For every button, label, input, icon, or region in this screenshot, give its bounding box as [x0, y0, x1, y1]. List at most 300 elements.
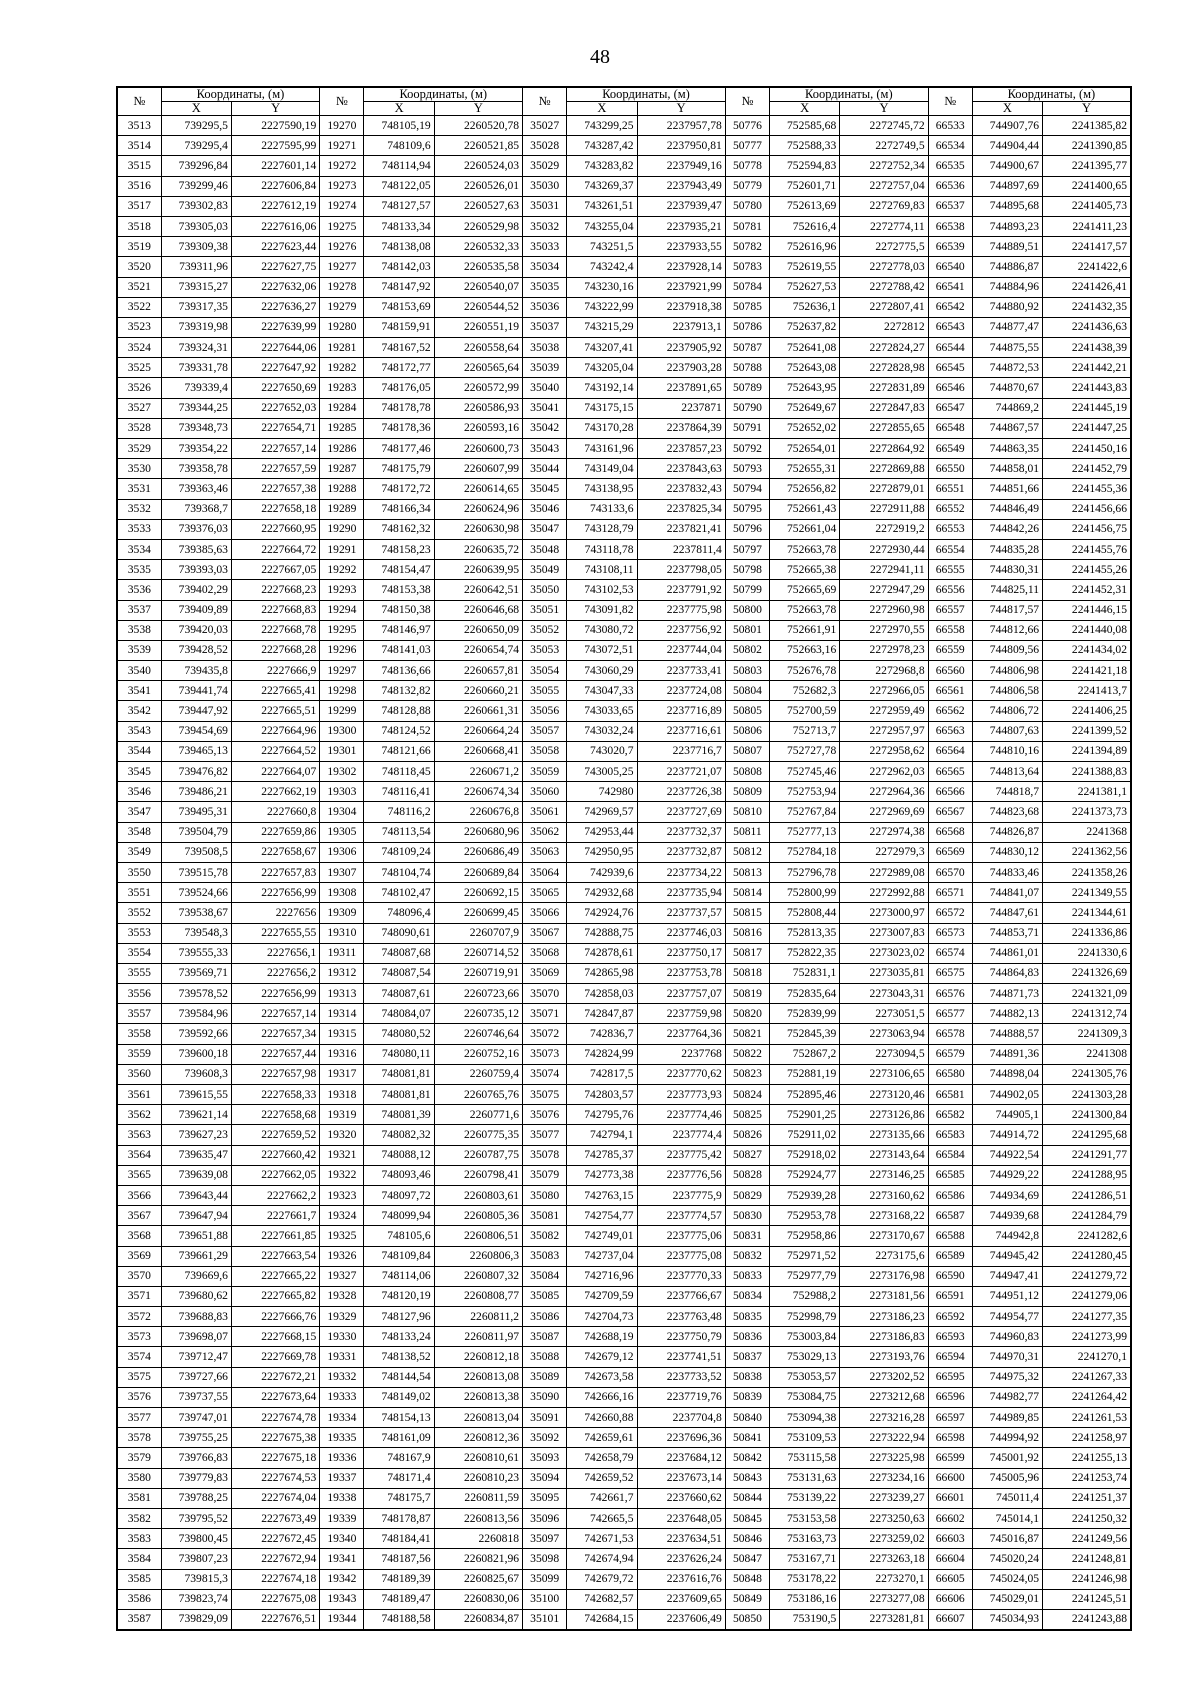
y-coordinate: 2237950,81	[637, 136, 725, 156]
y-coordinate: 2237891,65	[637, 378, 725, 398]
y-coordinate: 2272947,29	[840, 580, 928, 600]
x-coordinate: 748104,74	[364, 862, 434, 882]
y-coordinate: 2272974,38	[840, 822, 928, 842]
table-row	[117, 459, 1131, 479]
y-coordinate: 2237935,21	[637, 216, 725, 236]
y-coordinate: 2241455,36	[1043, 479, 1131, 499]
table-row	[117, 237, 1131, 257]
y-coordinate: 2241349,55	[1043, 883, 1131, 903]
point-number: 3548	[117, 822, 161, 842]
table-row	[117, 782, 1131, 802]
x-coordinate: 745029,01	[972, 1589, 1042, 1609]
table-row	[117, 1226, 1131, 1246]
y-coordinate: 2260524,03	[434, 156, 522, 176]
x-coordinate: 743222,99	[567, 297, 637, 317]
point-number: 3577	[117, 1408, 161, 1428]
x-coordinate: 744817,57	[972, 600, 1042, 620]
point-number: 50841	[725, 1428, 769, 1448]
point-number: 35049	[523, 560, 567, 580]
x-coordinate: 742709,59	[567, 1286, 637, 1306]
point-number: 3561	[117, 1085, 161, 1105]
point-number: 50835	[725, 1307, 769, 1327]
point-number: 35069	[523, 963, 567, 983]
x-coordinate: 739651,88	[161, 1226, 231, 1246]
y-coordinate: 2260680,96	[434, 822, 522, 842]
y-coordinate: 2237768	[637, 1044, 725, 1064]
table-row	[117, 741, 1131, 761]
y-coordinate: 2260527,63	[434, 196, 522, 216]
y-coordinate: 2273135,66	[840, 1125, 928, 1145]
table-row	[117, 196, 1131, 216]
x-coordinate: 748102,47	[364, 883, 434, 903]
x-coordinate: 743161,96	[567, 439, 637, 459]
point-number: 66533	[928, 116, 972, 136]
x-coordinate: 739815,3	[161, 1569, 231, 1589]
point-number: 50827	[725, 1145, 769, 1165]
x-coordinate: 739348,73	[161, 418, 231, 438]
x-coordinate: 744869,2	[972, 398, 1042, 418]
header-x: X	[161, 102, 231, 116]
table-row	[117, 1408, 1131, 1428]
x-coordinate: 742666,16	[567, 1387, 637, 1407]
y-coordinate: 2241246,98	[1043, 1569, 1131, 1589]
point-number: 50847	[725, 1549, 769, 1569]
x-coordinate: 744886,87	[972, 257, 1042, 277]
y-coordinate: 2227612,19	[231, 196, 319, 216]
point-number: 35059	[523, 762, 567, 782]
y-coordinate: 2227676,51	[231, 1609, 319, 1630]
x-coordinate: 739358,78	[161, 459, 231, 479]
y-coordinate: 2227662,2	[231, 1185, 319, 1205]
header-x: X	[364, 102, 434, 116]
x-coordinate: 752895,46	[770, 1085, 840, 1105]
y-coordinate: 2237648,05	[637, 1508, 725, 1528]
table-row	[117, 661, 1131, 681]
x-coordinate: 744825,11	[972, 580, 1042, 600]
x-coordinate: 739788,25	[161, 1488, 231, 1508]
y-coordinate: 2237905,92	[637, 338, 725, 358]
point-number: 50823	[725, 1064, 769, 1084]
point-number: 3573	[117, 1327, 161, 1347]
point-number: 3555	[117, 963, 161, 983]
x-coordinate: 743108,11	[567, 560, 637, 580]
x-coordinate: 739755,25	[161, 1428, 231, 1448]
x-coordinate: 742660,88	[567, 1408, 637, 1428]
y-coordinate: 2227661,85	[231, 1226, 319, 1246]
x-coordinate: 744880,92	[972, 297, 1042, 317]
y-coordinate: 2260821,96	[434, 1549, 522, 1569]
x-coordinate: 752601,71	[770, 176, 840, 196]
x-coordinate: 739354,22	[161, 439, 231, 459]
y-coordinate: 2241390,85	[1043, 136, 1131, 156]
point-number: 35030	[523, 176, 567, 196]
y-coordinate: 2260813,56	[434, 1508, 522, 1528]
y-coordinate: 2272941,11	[840, 560, 928, 580]
x-coordinate: 748099,94	[364, 1206, 434, 1226]
x-coordinate: 744863,35	[972, 439, 1042, 459]
table-row	[117, 620, 1131, 640]
point-number: 19333	[320, 1387, 364, 1407]
point-number: 19331	[320, 1347, 364, 1367]
y-coordinate: 2227639,99	[231, 317, 319, 337]
y-coordinate: 2227668,15	[231, 1327, 319, 1347]
x-coordinate: 753178,22	[770, 1569, 840, 1589]
y-coordinate: 2260600,73	[434, 439, 522, 459]
y-coordinate: 2241447,25	[1043, 418, 1131, 438]
header-number: №	[117, 87, 161, 116]
x-coordinate: 742674,94	[567, 1549, 637, 1569]
y-coordinate: 2260664,24	[434, 721, 522, 741]
y-coordinate: 2237746,03	[637, 923, 725, 943]
x-coordinate: 744835,28	[972, 539, 1042, 559]
y-coordinate: 2273234,16	[840, 1468, 928, 1488]
x-coordinate: 748087,61	[364, 984, 434, 1004]
table-row	[117, 1044, 1131, 1064]
point-number: 3584	[117, 1549, 161, 1569]
x-coordinate: 742924,76	[567, 903, 637, 923]
table-row	[117, 923, 1131, 943]
table-row	[117, 1064, 1131, 1084]
y-coordinate: 2237733,41	[637, 661, 725, 681]
x-coordinate: 748122,05	[364, 176, 434, 196]
point-number: 35087	[523, 1327, 567, 1347]
point-number: 19273	[320, 176, 364, 196]
x-coordinate: 752835,64	[770, 984, 840, 1004]
point-number: 3568	[117, 1226, 161, 1246]
y-coordinate: 2273170,67	[840, 1226, 928, 1246]
y-coordinate: 2227658,33	[231, 1085, 319, 1105]
x-coordinate: 742679,12	[567, 1347, 637, 1367]
y-coordinate: 2273216,28	[840, 1408, 928, 1428]
point-number: 35033	[523, 237, 567, 257]
y-coordinate: 2227675,08	[231, 1589, 319, 1609]
x-coordinate: 742803,57	[567, 1085, 637, 1105]
table-row	[117, 862, 1131, 882]
y-coordinate: 2272879,01	[840, 479, 928, 499]
x-coordinate: 752616,96	[770, 237, 840, 257]
table-row	[117, 600, 1131, 620]
y-coordinate: 2241321,09	[1043, 984, 1131, 1004]
x-coordinate: 748161,09	[364, 1428, 434, 1448]
point-number: 50794	[725, 479, 769, 499]
x-coordinate: 743060,29	[567, 661, 637, 681]
x-coordinate: 748081,81	[364, 1085, 434, 1105]
y-coordinate: 2241455,76	[1043, 539, 1131, 559]
x-coordinate: 744864,83	[972, 963, 1042, 983]
y-coordinate: 2260719,91	[434, 963, 522, 983]
x-coordinate: 743005,25	[567, 762, 637, 782]
x-coordinate: 739465,13	[161, 741, 231, 761]
x-coordinate: 744830,31	[972, 560, 1042, 580]
y-coordinate: 2273094,5	[840, 1044, 928, 1064]
x-coordinate: 752654,01	[770, 439, 840, 459]
y-coordinate: 2273176,98	[840, 1266, 928, 1286]
y-coordinate: 2241326,69	[1043, 963, 1131, 983]
x-coordinate: 744934,69	[972, 1185, 1042, 1205]
y-coordinate: 2260650,09	[434, 620, 522, 640]
y-coordinate: 2241250,32	[1043, 1508, 1131, 1528]
y-coordinate: 2272919,2	[840, 519, 928, 539]
x-coordinate: 739393,03	[161, 560, 231, 580]
x-coordinate: 752665,69	[770, 580, 840, 600]
x-coordinate: 739295,5	[161, 116, 231, 136]
x-coordinate: 743205,04	[567, 358, 637, 378]
point-number: 35085	[523, 1286, 567, 1306]
x-coordinate: 748133,24	[364, 1327, 434, 1347]
point-number: 35064	[523, 862, 567, 882]
y-coordinate: 2237744,04	[637, 640, 725, 660]
y-coordinate: 2273239,27	[840, 1488, 928, 1508]
y-coordinate: 2241255,13	[1043, 1448, 1131, 1468]
y-coordinate: 2227668,23	[231, 580, 319, 600]
y-coordinate: 2260686,49	[434, 842, 522, 862]
point-number: 35035	[523, 277, 567, 297]
point-number: 3540	[117, 661, 161, 681]
y-coordinate: 2227656	[231, 903, 319, 923]
x-coordinate: 748150,38	[364, 600, 434, 620]
y-coordinate: 2273250,63	[840, 1508, 928, 1528]
y-coordinate: 2227659,52	[231, 1125, 319, 1145]
point-number: 66553	[928, 519, 972, 539]
x-coordinate: 739317,35	[161, 297, 231, 317]
y-coordinate: 2227606,84	[231, 176, 319, 196]
x-coordinate: 742773,38	[567, 1165, 637, 1185]
table-row	[117, 1004, 1131, 1024]
point-number: 3560	[117, 1064, 161, 1084]
x-coordinate: 743149,04	[567, 459, 637, 479]
y-coordinate: 2241286,51	[1043, 1185, 1131, 1205]
x-coordinate: 743102,53	[567, 580, 637, 600]
y-coordinate: 2237775,42	[637, 1145, 725, 1165]
point-number: 19283	[320, 378, 364, 398]
x-coordinate: 739661,29	[161, 1246, 231, 1266]
x-coordinate: 752808,44	[770, 903, 840, 923]
y-coordinate: 2227657,98	[231, 1064, 319, 1084]
point-number: 19285	[320, 418, 364, 438]
x-coordinate: 739600,18	[161, 1044, 231, 1064]
x-coordinate: 739627,23	[161, 1125, 231, 1145]
point-number: 3578	[117, 1428, 161, 1448]
point-number: 50793	[725, 459, 769, 479]
y-coordinate: 2237756,92	[637, 620, 725, 640]
point-number: 3522	[117, 297, 161, 317]
point-number: 19290	[320, 519, 364, 539]
y-coordinate: 2241308	[1043, 1044, 1131, 1064]
y-coordinate: 2260771,6	[434, 1105, 522, 1125]
y-coordinate: 2241295,68	[1043, 1125, 1131, 1145]
y-coordinate: 2272864,92	[840, 439, 928, 459]
y-coordinate: 2260661,31	[434, 701, 522, 721]
y-coordinate: 2260572,99	[434, 378, 522, 398]
y-coordinate: 2241344,61	[1043, 903, 1131, 923]
point-number: 35050	[523, 580, 567, 600]
y-coordinate: 2241305,76	[1043, 1064, 1131, 1084]
point-number: 50776	[725, 116, 769, 136]
y-coordinate: 2260808,77	[434, 1286, 522, 1306]
point-number: 66584	[928, 1145, 972, 1165]
point-number: 66577	[928, 1004, 972, 1024]
y-coordinate: 2241273,99	[1043, 1327, 1131, 1347]
y-coordinate: 2260813,38	[434, 1387, 522, 1407]
x-coordinate: 742682,57	[567, 1589, 637, 1609]
y-coordinate: 2260752,16	[434, 1044, 522, 1064]
table-row	[117, 1024, 1131, 1044]
x-coordinate: 748080,11	[364, 1044, 434, 1064]
point-number: 3515	[117, 156, 161, 176]
point-number: 50798	[725, 560, 769, 580]
x-coordinate: 739569,71	[161, 963, 231, 983]
y-coordinate: 2241440,08	[1043, 620, 1131, 640]
x-coordinate: 753167,71	[770, 1549, 840, 1569]
y-coordinate: 2227647,92	[231, 358, 319, 378]
x-coordinate: 743207,41	[567, 338, 637, 358]
x-coordinate: 744891,36	[972, 1044, 1042, 1064]
x-coordinate: 743080,72	[567, 620, 637, 640]
y-coordinate: 2237773,93	[637, 1085, 725, 1105]
point-number: 35028	[523, 136, 567, 156]
x-coordinate: 739305,03	[161, 216, 231, 236]
y-coordinate: 2227674,04	[231, 1488, 319, 1508]
x-coordinate: 748184,41	[364, 1529, 434, 1549]
x-coordinate: 744900,67	[972, 156, 1042, 176]
point-number: 66590	[928, 1266, 972, 1286]
y-coordinate: 2237821,41	[637, 519, 725, 539]
x-coordinate: 742969,57	[567, 802, 637, 822]
x-coordinate: 752745,46	[770, 762, 840, 782]
x-coordinate: 748138,52	[364, 1347, 434, 1367]
y-coordinate: 2237732,37	[637, 822, 725, 842]
x-coordinate: 745005,96	[972, 1468, 1042, 1488]
point-number: 19270	[320, 116, 364, 136]
header-coordinates: Координаты, (м)	[770, 87, 929, 102]
x-coordinate: 739339,4	[161, 378, 231, 398]
x-coordinate: 739476,82	[161, 762, 231, 782]
x-coordinate: 748118,45	[364, 762, 434, 782]
point-number: 3556	[117, 984, 161, 1004]
y-coordinate: 2272911,88	[840, 499, 928, 519]
x-coordinate: 748109,6	[364, 136, 434, 156]
point-number: 50829	[725, 1185, 769, 1205]
x-coordinate: 742658,79	[567, 1448, 637, 1468]
point-number: 35038	[523, 338, 567, 358]
x-coordinate: 744907,76	[972, 116, 1042, 136]
point-number: 3564	[117, 1145, 161, 1165]
header-coordinates: Координаты, (м)	[567, 87, 726, 102]
y-coordinate: 2237857,23	[637, 439, 725, 459]
point-number: 35034	[523, 257, 567, 277]
x-coordinate: 742817,5	[567, 1064, 637, 1084]
x-coordinate: 748080,52	[364, 1024, 434, 1044]
x-coordinate: 748167,9	[364, 1448, 434, 1468]
point-number: 50804	[725, 681, 769, 701]
x-coordinate: 744893,23	[972, 216, 1042, 236]
table-row	[117, 1185, 1131, 1205]
y-coordinate: 2237716,7	[637, 741, 725, 761]
y-coordinate: 2273043,31	[840, 984, 928, 1004]
x-coordinate: 752800,99	[770, 883, 840, 903]
x-coordinate: 748088,12	[364, 1145, 434, 1165]
table-row	[117, 1549, 1131, 1569]
header-coordinates: Координаты, (м)	[364, 87, 523, 102]
point-number: 66603	[928, 1529, 972, 1549]
y-coordinate: 2227665,41	[231, 681, 319, 701]
point-number: 19323	[320, 1185, 364, 1205]
y-coordinate: 2272774,11	[840, 216, 928, 236]
y-coordinate: 2227601,14	[231, 156, 319, 176]
coordinates-table	[116, 86, 1132, 1631]
x-coordinate: 744807,63	[972, 721, 1042, 741]
point-number: 19316	[320, 1044, 364, 1064]
point-number: 66545	[928, 358, 972, 378]
point-number: 19313	[320, 984, 364, 1004]
x-coordinate: 744842,26	[972, 519, 1042, 539]
y-coordinate: 2241438,39	[1043, 338, 1131, 358]
point-number: 3581	[117, 1488, 161, 1508]
y-coordinate: 2260660,21	[434, 681, 522, 701]
y-coordinate: 2237750,79	[637, 1327, 725, 1347]
x-coordinate: 742950,95	[567, 842, 637, 862]
point-number: 19327	[320, 1266, 364, 1286]
y-coordinate: 2273202,52	[840, 1367, 928, 1387]
y-coordinate: 2273222,94	[840, 1428, 928, 1448]
point-number: 3514	[117, 136, 161, 156]
x-coordinate: 745014,1	[972, 1508, 1042, 1528]
x-coordinate: 748175,7	[364, 1488, 434, 1508]
point-number: 50839	[725, 1387, 769, 1407]
x-coordinate: 744994,92	[972, 1428, 1042, 1448]
y-coordinate: 2227668,78	[231, 620, 319, 640]
x-coordinate: 739807,23	[161, 1549, 231, 1569]
x-coordinate: 739302,83	[161, 196, 231, 216]
y-coordinate: 2237757,07	[637, 984, 725, 1004]
x-coordinate: 752588,33	[770, 136, 840, 156]
point-number: 35091	[523, 1408, 567, 1428]
table-row	[117, 1367, 1131, 1387]
x-coordinate: 742795,76	[567, 1105, 637, 1125]
y-coordinate: 2241405,73	[1043, 196, 1131, 216]
x-coordinate: 743261,51	[567, 196, 637, 216]
point-number: 35045	[523, 479, 567, 499]
y-coordinate: 2273007,83	[840, 923, 928, 943]
x-coordinate: 752641,08	[770, 338, 840, 358]
point-number: 50836	[725, 1327, 769, 1347]
point-number: 66586	[928, 1185, 972, 1205]
point-number: 19326	[320, 1246, 364, 1266]
x-coordinate: 744922,54	[972, 1145, 1042, 1165]
x-coordinate: 742679,72	[567, 1569, 637, 1589]
y-coordinate: 2227657,44	[231, 1044, 319, 1064]
x-coordinate: 743251,5	[567, 237, 637, 257]
header-coordinates: Координаты, (м)	[161, 87, 320, 102]
point-number: 66534	[928, 136, 972, 156]
y-coordinate: 2260521,85	[434, 136, 522, 156]
x-coordinate: 748093,46	[364, 1165, 434, 1185]
x-coordinate: 739639,08	[161, 1165, 231, 1185]
header-number: №	[928, 87, 972, 116]
y-coordinate: 2260811,59	[434, 1488, 522, 1508]
x-coordinate: 744867,57	[972, 418, 1042, 438]
y-coordinate: 2241280,45	[1043, 1246, 1131, 1266]
point-number: 66599	[928, 1448, 972, 1468]
x-coordinate: 753029,13	[770, 1347, 840, 1367]
point-number: 19328	[320, 1286, 364, 1306]
table-row	[117, 802, 1131, 822]
y-coordinate: 2272869,88	[840, 459, 928, 479]
x-coordinate: 752661,91	[770, 620, 840, 640]
x-coordinate: 748167,52	[364, 338, 434, 358]
point-number: 66543	[928, 317, 972, 337]
x-coordinate: 739643,44	[161, 1185, 231, 1205]
